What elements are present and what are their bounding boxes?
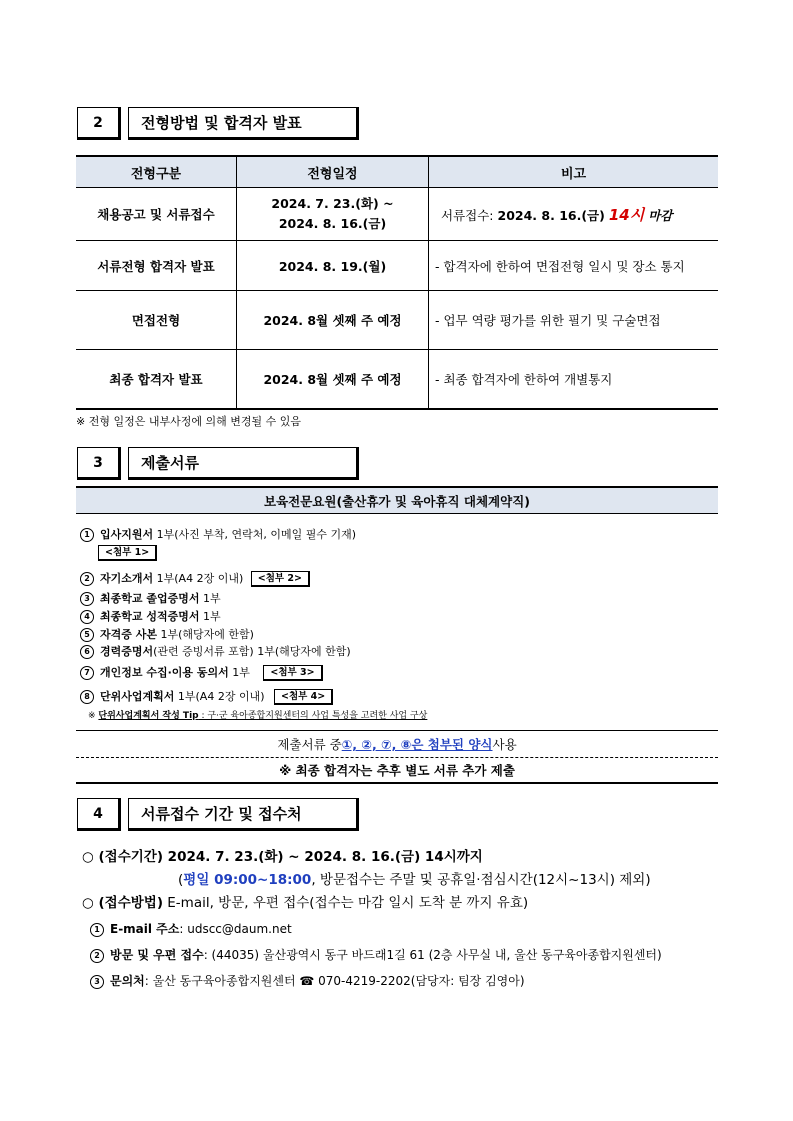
visit-value: : (44035) 울산광역시 동구 바드래1길 61 (2층 사무실 내, 울산 동구육아종합지원센터) (203, 948, 662, 962)
hours-highlight: 평일 09:00~18:00 (183, 872, 312, 888)
attachment-label: <첨부 1> (98, 545, 157, 561)
table-row (76, 241, 718, 291)
date-cell: 2024. 8월 셋째 주 예정 (237, 350, 429, 409)
list-item (80, 688, 333, 705)
item-desc: 1부(A4 2장 이내) (174, 690, 265, 703)
section-2-number: 2 (77, 107, 121, 140)
item-desc: (관련 증빙서류 포함) 1부(해당자에 한함) (153, 645, 351, 658)
item-number: 4 (80, 610, 94, 624)
list-item (80, 608, 221, 624)
attachment-label: <첨부 4> (274, 689, 333, 705)
list-item (80, 526, 356, 542)
note-cell: - 합격자에 한하여 면접전형 일시 및 장소 통지 (429, 241, 719, 291)
date-cell: 2024. 8. 19.(월) (237, 241, 429, 291)
schedule-table (76, 155, 718, 410)
item-number: 7 (80, 666, 94, 680)
hours-rest: , 방문접수는 주말 및 공휴일·점심시간(12시~13시) 제외) (311, 872, 651, 888)
item-number: 5 (80, 628, 94, 642)
item-name: 입사지원서 (100, 528, 154, 541)
method-value: E-mail, 방문, 우편 접수(접수는 마감 일시 도착 분 까지 유효) (162, 895, 529, 911)
receipt-hours (178, 868, 651, 888)
section-4-title: 서류접수 기간 및 접수처 (128, 798, 359, 831)
hours-open: ( (178, 872, 184, 888)
final-note: ※ 최종 합격자는 추후 별도 서류 추가 제출 (76, 758, 718, 784)
section-4-number: 4 (77, 798, 121, 831)
list-item (80, 664, 323, 681)
contact-value: : 울산 동구육아종합지원센터 ☎ 070-4219-2202(담당자: 팀장 김영아) (144, 974, 525, 988)
item-number: 6 (80, 645, 94, 659)
visit-label: 방문 및 우편 접수 (110, 948, 204, 962)
note-date: 2024. 8. 16.(금) (497, 207, 605, 223)
item-number: 2 (80, 572, 94, 586)
receipt-period (82, 845, 483, 865)
date-end: 2024. 8. 16.(금) (278, 216, 387, 231)
item-name: 단위사업계획서 (100, 690, 175, 703)
item-name: 자기소개서 (100, 572, 154, 585)
item-name: 개인정보 수집·이용 동의서 (100, 666, 229, 679)
section-3-number: 3 (77, 447, 121, 480)
receipt-visit: 2 방문 및 우편 접수: (44035) 울산광역시 동구 바드래1길 61 (2층 사무실 내, 울산 동구육아종합지원센터) (90, 946, 662, 963)
item-desc: 1부(해당자에 한함) (156, 628, 254, 641)
section-3-title: 제출서류 (128, 447, 359, 480)
method-label: ○ (접수방법) (82, 895, 163, 911)
item-desc: 1부 (228, 666, 250, 679)
table-row (76, 291, 718, 350)
item-name: 자격증 사본 (100, 628, 157, 641)
item-desc: 1부 (199, 610, 221, 623)
period-label: ○ (접수기간) (82, 849, 163, 865)
list-item-attachment (98, 545, 157, 561)
item-name: 최종학교 성적증명서 (100, 610, 200, 623)
attachment-label: <첨부 2> (251, 571, 310, 587)
section-2-title: 전형방법 및 합격자 발표 (128, 107, 359, 140)
stage-cell: 면접전형 (76, 291, 237, 350)
receipt-contact: 3 문의처: 울산 동구육아종합지원센터 ☎ 070-4219-2202(담당자: 팀장 김영아) (90, 972, 525, 989)
list-item (80, 643, 351, 659)
item-name: 경력증명서 (100, 645, 154, 658)
tip-label: 단위사업계획서 작성 Tip (98, 711, 199, 721)
tip-line (88, 708, 427, 721)
date-start: 2024. 7. 23.(화) ~ (271, 196, 394, 211)
header-date: 전형일정 (237, 156, 429, 188)
contact-label: 문의처 (110, 974, 145, 988)
period-value: 2024. 7. 23.(화) ~ 2024. 8. 16.(금) 14시까지 (162, 849, 483, 865)
list-item (80, 590, 221, 606)
stage-cell: 최종 합격자 발표 (76, 350, 237, 409)
table-row (76, 350, 718, 409)
item-number: 1 (80, 528, 94, 542)
note-time: 14시 (608, 205, 645, 224)
use-suffix: 사용 (492, 737, 517, 752)
use-prefix: 제출서류 중 (277, 737, 342, 752)
note-prefix: 서류접수: (441, 207, 498, 223)
list-item (80, 626, 254, 642)
documents-banner: 보육전문요원(출산휴가 및 육아휴직 대체계약직) (76, 486, 718, 514)
schedule-footnote: ※ 전형 일정은 내부사정에 의해 변경될 수 있음 (76, 415, 301, 428)
item-desc: 1부(A4 2장 이내) (153, 572, 244, 585)
header-stage: 전형구분 (76, 156, 237, 188)
receipt-email: 1 E-mail 주소: udscc@daum.net (90, 920, 292, 937)
email-label: E-mail 주소 (110, 922, 180, 936)
note-cell: - 최종 합격자에 한하여 개별통지 (429, 350, 719, 409)
use-highlight: ①, ②, ⑦, ⑧은 첨부된 양식 (341, 737, 493, 752)
stage-cell: 서류전형 합격자 발표 (76, 241, 237, 291)
note-cell: - 업무 역량 평가를 위한 필기 및 구술면접 (429, 291, 719, 350)
receipt-method (82, 891, 528, 911)
use-form-note (76, 730, 718, 758)
header-note: 비고 (429, 156, 719, 188)
tip-text: : 구·군 육아종합지원센터의 사업 특성을 고려한 사업 구상 (198, 711, 428, 721)
item-name: 최종학교 졸업증명서 (100, 592, 200, 605)
note-suffix: 마감 (648, 207, 673, 223)
item-desc: 1부 (199, 592, 221, 605)
tip-mark: ※ (88, 711, 96, 721)
date-cell (237, 188, 429, 241)
item-number: 3 (80, 592, 94, 606)
note-cell (429, 188, 719, 241)
attachment-label: <첨부 3> (263, 665, 322, 681)
email-value: : udscc@daum.net (179, 922, 292, 936)
stage-cell: 채용공고 및 서류접수 (76, 188, 237, 241)
date-cell: 2024. 8월 셋째 주 예정 (237, 291, 429, 350)
list-item (80, 570, 310, 587)
item-desc: 1부(사진 부착, 연락처, 이메일 필수 기재) (153, 528, 357, 541)
item-number: 8 (80, 690, 94, 704)
table-row (76, 188, 718, 241)
